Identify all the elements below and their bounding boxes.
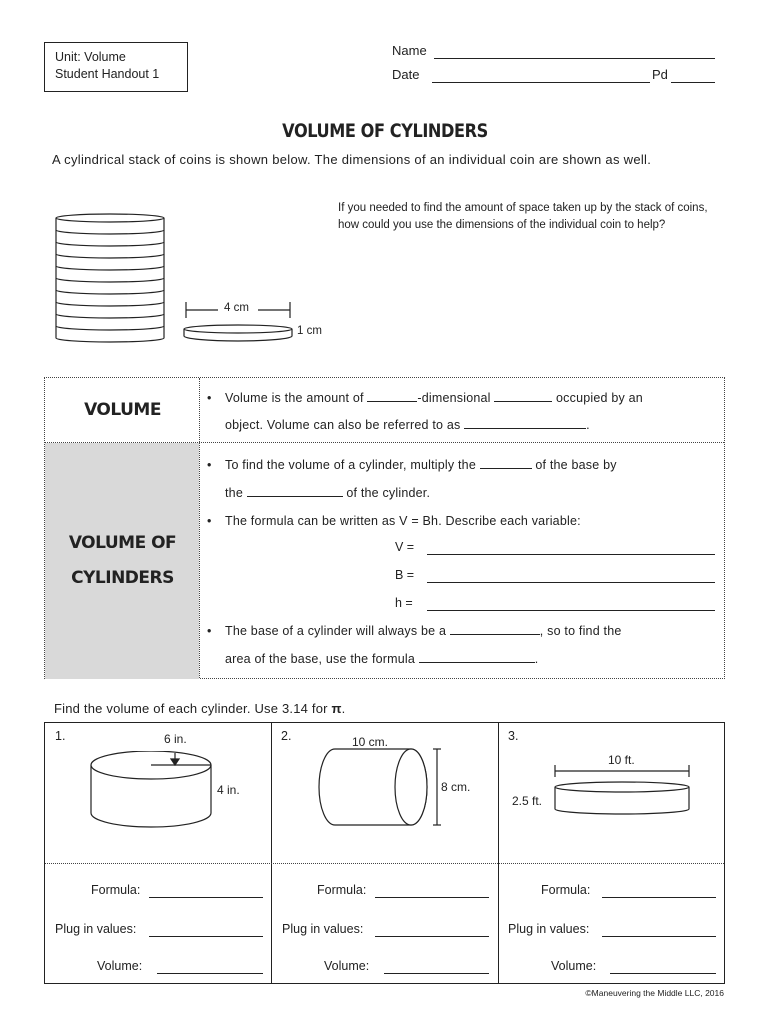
problem-1-height-label: 4 in.	[217, 783, 240, 797]
problem-3-height-label: 2.5 ft.	[512, 794, 543, 808]
answer-blank[interactable]	[450, 624, 540, 635]
question-text: If you needed to find the amount of space taken up by the stack of coins, how could you use the dimensions of the individual coin to help?	[338, 202, 708, 231]
var-h-row	[395, 596, 413, 610]
date-field[interactable]	[392, 67, 668, 82]
problem-3-plug-label: Plug in values:	[508, 922, 590, 936]
handout-label: Student Handout 1	[55, 67, 160, 81]
var-v-row	[395, 540, 414, 554]
problem-1-cylinder	[85, 751, 225, 861]
term-volume-of: VOLUME OF	[68, 533, 177, 553]
answer-blank[interactable]	[367, 391, 417, 402]
var-b-line[interactable]	[427, 582, 715, 583]
problem-2-formula-line[interactable]	[375, 897, 489, 898]
def-text: occupied by an	[552, 391, 643, 405]
answer-blank[interactable]	[247, 486, 343, 497]
def-text: .	[586, 418, 590, 432]
coin-stack-figure	[40, 200, 340, 350]
problem-1-radius-label: 6 in.	[164, 732, 187, 746]
unit-label: Unit: Volume	[55, 50, 126, 64]
answer-blank[interactable]	[494, 391, 552, 402]
problem-1-plug-label: Plug in values:	[55, 922, 137, 936]
term-volume: VOLUME	[84, 400, 161, 420]
problem-2-height-label: 8 cm.	[441, 780, 471, 794]
answer-blank[interactable]	[480, 458, 532, 469]
problem-1-formula-line[interactable]	[149, 897, 263, 898]
problem-3-cylinder	[550, 761, 700, 821]
problem-3-volume-label: Volume:	[551, 959, 597, 973]
name-label: Name	[392, 43, 427, 58]
def-text: -dimensional	[417, 391, 495, 405]
problem-3-volume-line[interactable]	[610, 973, 716, 974]
column-divider	[271, 723, 272, 983]
intro-text: A cylindrical stack of coins is shown below. The dimensions of an individual coin are shown as well.	[52, 152, 652, 167]
vocab-table: VOLUME VOLUME OF CYLINDERS • Volume is the amount of -dimensional occupied by an object. Volume can also be referred to as . • To find the volume of a cylinder, multiply the of the base by the of the cylinder. • The formula can be written as V = Bh. Describe each variable: V = B = h = • The base of a cylinder will always be a , so to find the area of the base, use the formula .	[44, 377, 725, 679]
answer-blank[interactable]	[464, 418, 586, 429]
instructions-end: .	[341, 701, 346, 716]
problem-2-cylinder	[315, 743, 455, 833]
def-text: To find the volume of a cylinder, multiply the	[225, 458, 480, 472]
instructions-text: Find the volume of each cylinder. Use 3.14 for	[54, 701, 332, 716]
def-text: The formula can be written as V = Bh. Describe each variable:	[225, 514, 581, 528]
def-text: of the cylinder.	[342, 486, 431, 500]
problem-1-number: 1.	[55, 729, 66, 743]
def-text: , so to find the	[539, 624, 622, 638]
def-text: object. Volume can also be referred to as	[225, 418, 465, 432]
problem-2-volume-line[interactable]	[384, 973, 489, 974]
problem-3-formula-line[interactable]	[602, 897, 716, 898]
def-text: Volume is the amount of	[225, 391, 368, 405]
page-title: VOLUME OF CYLINDERS	[282, 120, 488, 142]
problem-1-volume-label: Volume:	[97, 959, 143, 973]
date-line	[432, 82, 650, 83]
problem-2-plug-label: Plug in values:	[282, 922, 364, 936]
var-v-line[interactable]	[427, 554, 715, 555]
copyright-footer: ©Maneuvering the Middle LLC, 2016	[585, 988, 724, 998]
def-text: The base of a cylinder will always be a	[225, 624, 450, 638]
date-label: Date	[392, 67, 420, 82]
problem-2-formula-label: Formula:	[317, 883, 367, 897]
pd-line	[671, 82, 715, 83]
problem-3-plug-line[interactable]	[602, 936, 716, 937]
def-text: .	[534, 652, 539, 666]
pd-label: Pd	[652, 67, 668, 82]
problem-2-number: 2.	[281, 729, 292, 743]
var-v-label: V =	[395, 540, 415, 554]
problem-1-volume-line[interactable]	[157, 973, 263, 974]
problem-2-diameter-label: 10 cm.	[352, 735, 389, 749]
term-cylinders: CYLINDERS	[71, 568, 174, 588]
problem-1-plug-line[interactable]	[149, 936, 263, 937]
row-divider	[45, 442, 724, 443]
problem-1-formula-label: Formula:	[91, 883, 141, 897]
var-h-label: h =	[395, 596, 413, 610]
instructions	[54, 701, 345, 716]
def-text: area of the base, use the formula	[225, 652, 419, 666]
name-line	[434, 58, 715, 59]
column-divider	[498, 723, 499, 983]
row-divider	[45, 863, 724, 864]
coin-height-label: 1 cm	[297, 325, 322, 337]
problem-3-diameter-label: 10 ft.	[608, 753, 635, 767]
def-text: of the base by	[531, 458, 617, 472]
problem-2-plug-line[interactable]	[375, 936, 489, 937]
unit-box	[44, 42, 188, 92]
var-h-line[interactable]	[427, 610, 715, 611]
var-b-label: B =	[395, 568, 415, 582]
problem-3-number: 3.	[508, 729, 519, 743]
problem-3-formula-label: Formula:	[541, 883, 591, 897]
answer-blank[interactable]	[419, 652, 535, 663]
def-text: the	[225, 486, 247, 500]
problem-2-volume-label: Volume:	[324, 959, 370, 973]
coin-diameter-label: 4 cm	[224, 302, 249, 314]
name-field[interactable]	[392, 43, 427, 58]
pi-symbol: π	[331, 701, 342, 716]
problems-table	[44, 722, 725, 984]
var-b-row	[395, 568, 414, 582]
